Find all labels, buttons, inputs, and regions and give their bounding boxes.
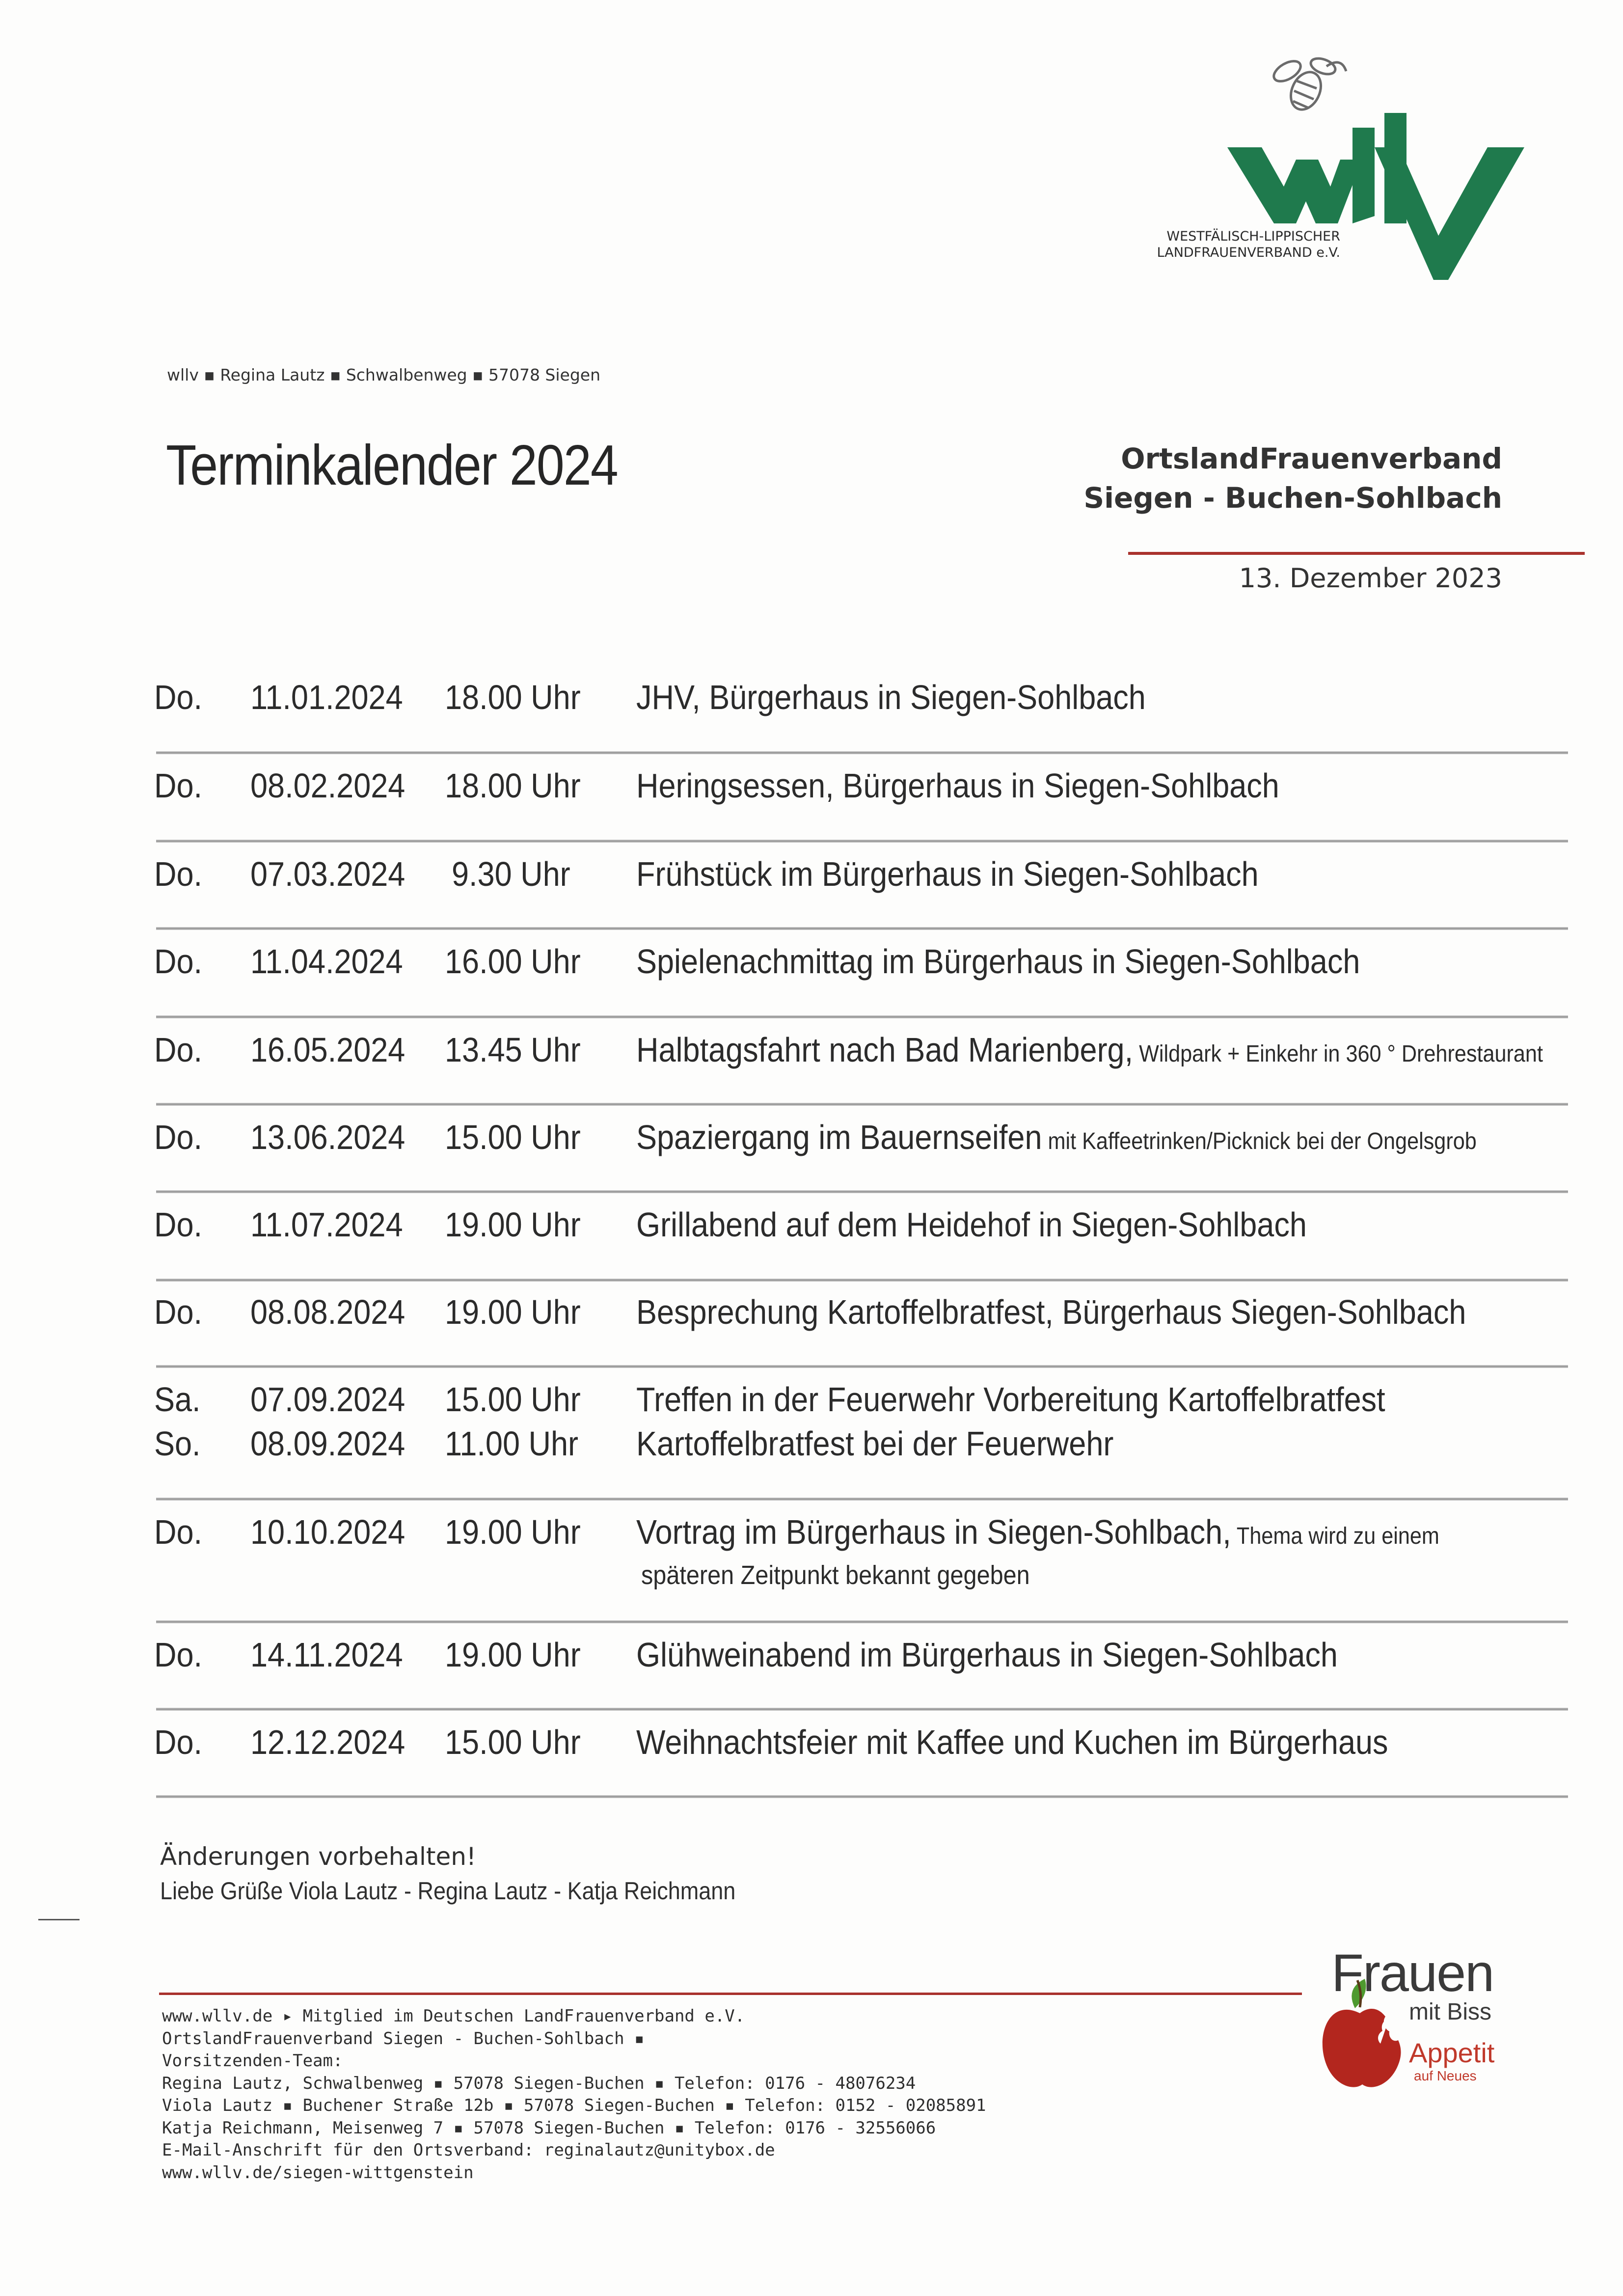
org-name-line1: OrtslandFrauenverband [1121, 442, 1502, 475]
row-divider [156, 1795, 1568, 1798]
event-date: 14.11.2024 [250, 1636, 403, 1674]
event-row [0, 1512, 1623, 1590]
event-date: 11.07.2024 [250, 1205, 403, 1244]
logo-caption [1144, 228, 1340, 261]
event-date: 13.06.2024 [250, 1118, 406, 1156]
event-description [636, 678, 1146, 717]
document-date: 13. Dezember 2023 [1239, 563, 1502, 594]
event-day: Do. [154, 1293, 203, 1331]
event-day: Do. [154, 1118, 203, 1156]
event-date: 07.09.2024 [250, 1380, 406, 1419]
event-title: JHV, Bürgerhaus in Siegen-Sohlbach [636, 678, 1146, 716]
footer-line: E-Mail-Anschrift für den Ortsverband: reginalautz@unitybox.de [162, 2140, 775, 2160]
event-date: 10.10.2024 [250, 1513, 406, 1551]
event-row [0, 854, 1623, 893]
row-divider [156, 840, 1568, 843]
event-day: Do. [154, 855, 203, 893]
event-title: Halbtagsfahrt nach Bad Marienberg, [636, 1031, 1134, 1069]
event-date: 08.02.2024 [250, 766, 406, 805]
event-time: 9.30 Uhr [452, 855, 570, 893]
event-description [636, 1118, 1477, 1161]
event-day: Do. [154, 1723, 203, 1761]
footer-line: Vorsitzenden-Team: [162, 2051, 343, 2071]
row-divider [156, 1190, 1568, 1193]
event-time: 19.00 Uhr [445, 1205, 581, 1244]
event-time: 19.00 Uhr [445, 1293, 581, 1331]
event-row [0, 678, 1623, 716]
event-row [0, 766, 1623, 805]
event-title: Spielenachmittag im Bürgerhaus in Siegen-Sohlbach [636, 942, 1360, 981]
org-name-line2: Siegen - Buchen-Sohlbach [1083, 481, 1502, 515]
row-divider [156, 751, 1568, 754]
row-divider [156, 1015, 1568, 1018]
footer-line: OrtslandFrauenverband Siegen - Buchen-Sohlbach ▪ [162, 2028, 645, 2049]
event-title: Besprechung Kartoffelbratfest, Bürgerhaus Siegen-Sohlbach [636, 1293, 1466, 1331]
footer [162, 2005, 986, 2184]
logo-l1-shape [1352, 128, 1375, 223]
event-date: 08.08.2024 [250, 1293, 406, 1331]
event-time: 16.00 Uhr [445, 942, 581, 981]
event-date: 11.04.2024 [250, 942, 403, 981]
changes-notice: Änderungen vorbehalten! [160, 1842, 476, 1871]
row-divider [156, 1103, 1568, 1106]
event-row [0, 1380, 1623, 1419]
event-description [636, 1424, 1113, 1463]
event-description [636, 942, 1360, 981]
row-divider [156, 1498, 1568, 1501]
event-day: Do. [154, 766, 203, 805]
event-note: mit Kaffeetrinken/Picknick bei der Ongelsgrob [1042, 1128, 1477, 1154]
row-divider [156, 1365, 1568, 1368]
event-date: 11.01.2024 [250, 678, 403, 716]
event-time: 19.00 Uhr [445, 1636, 581, 1674]
event-date: 12.12.2024 [250, 1723, 406, 1761]
event-day: Sa. [154, 1380, 201, 1419]
event-day: So. [154, 1424, 201, 1463]
event-day: Do. [154, 1636, 203, 1674]
badge-appetit: Appetit [1409, 2037, 1495, 2068]
event-date: 16.05.2024 [250, 1031, 406, 1069]
event-time: 13.45 Uhr [445, 1031, 581, 1069]
event-row [0, 1635, 1623, 1674]
event-row [0, 1030, 1623, 1069]
event-title: Treffen in der Feuerwehr Vorbereitung Kartoffelbratfest [636, 1380, 1385, 1419]
row-divider [156, 927, 1568, 930]
row-divider [156, 1620, 1568, 1623]
page-title: Terminkalender 2024 [166, 433, 618, 497]
event-date: 08.09.2024 [250, 1424, 406, 1463]
event-time: 18.00 Uhr [445, 678, 581, 716]
logo-caption-line2: LANDFRAUENVERBAND e.V. [1157, 245, 1340, 260]
event-title: Glühweinabend im Bürgerhaus in Siegen-Sohlbach [636, 1636, 1338, 1674]
event-description [636, 1030, 1543, 1074]
fold-mark [38, 1919, 80, 1920]
footer-line: www.wllv.de ▸ Mitglied im Deutschen LandFrauenverband e.V. [162, 2006, 745, 2026]
greeting-line: Liebe Grüße Viola Lautz - Regina Lautz - Katja Reichmann [160, 1877, 736, 1905]
header-divider [1128, 552, 1585, 555]
event-row [0, 1722, 1623, 1761]
event-date: 07.03.2024 [250, 855, 406, 893]
event-day: Do. [154, 942, 203, 981]
event-note: Wildpark + Einkehr in 360 ° Drehrestaurant [1133, 1041, 1543, 1067]
event-description [636, 1722, 1388, 1762]
event-title: Weihnachtsfeier mit Kaffee und Kuchen im Bürgerhaus [636, 1723, 1388, 1761]
bee-icon [1271, 55, 1346, 114]
event-time: 15.00 Uhr [445, 1118, 581, 1156]
event-description [636, 1512, 1439, 1556]
logo-w-shape [1227, 147, 1362, 223]
badge-mit-biss: mit Biss [1409, 1999, 1491, 2025]
event-title: Heringsessen, Bürgerhaus in Siegen-Sohlbach [636, 766, 1279, 805]
event-time: 15.00 Uhr [445, 1723, 581, 1761]
event-day: Do. [154, 1031, 203, 1069]
event-time: 19.00 Uhr [445, 1513, 581, 1551]
footer-line: Katja Reichmann, Meisenweg 7 ▪ 57078 Siegen-Buchen ▪ Telefon: 0176 - 32556066 [162, 2118, 936, 2138]
footer-line: www.wllv.de/siegen-wittgenstein [162, 2162, 474, 2183]
event-time: 15.00 Uhr [445, 1380, 581, 1419]
event-row [0, 1118, 1623, 1156]
footer-line: Viola Lautz ▪ Buchener Straße 12b ▪ 57078 Siegen-Buchen ▪ Telefon: 0152 - 02085891 [162, 2096, 986, 2115]
event-description [636, 766, 1279, 805]
row-divider [156, 1279, 1568, 1282]
event-row [0, 1424, 1623, 1463]
event-note-continued: späteren Zeitpunkt bekannt gegeben [641, 1560, 1030, 1590]
event-title: Grillabend auf dem Heidehof in Siegen-Sohlbach [636, 1205, 1307, 1244]
event-day: Do. [154, 1513, 203, 1551]
event-description [636, 1380, 1385, 1419]
badge-frauen: Frauen [1331, 1943, 1494, 2002]
event-row [0, 1205, 1623, 1244]
event-day: Do. [154, 678, 203, 716]
badge-auf-neues: auf Neues [1414, 2068, 1477, 2083]
sender-line: wllv ▪ Regina Lautz ▪ Schwalbenweg ▪ 57078 Siegen [167, 365, 601, 384]
event-time: 18.00 Uhr [445, 766, 581, 805]
event-title: Kartoffelbratfest bei der Feuerwehr [636, 1424, 1114, 1463]
event-description [636, 1635, 1338, 1674]
event-title: Spaziergang im Bauernseifen [636, 1118, 1042, 1156]
event-time: 11.00 Uhr [445, 1424, 578, 1463]
event-day: Do. [154, 1205, 203, 1244]
event-row [0, 1292, 1623, 1331]
footer-divider [159, 1993, 1302, 1995]
event-description [636, 854, 1259, 894]
event-title: Vortrag im Bürgerhaus in Siegen-Sohlbach, [636, 1513, 1231, 1551]
event-note: Thema wird zu einem [1231, 1523, 1439, 1549]
footer-line: Regina Lautz, Schwalbenweg ▪ 57078 Siegen-Buchen ▪ Telefon: 0176 - 48076234 [162, 2073, 916, 2093]
row-divider [156, 1708, 1568, 1711]
event-description [636, 1292, 1466, 1332]
event-title: Frühstück im Bürgerhaus in Siegen-Sohlbach [636, 855, 1259, 893]
event-row [0, 942, 1623, 981]
logo-caption-line1: WESTFÄLISCH-LIPPISCHER [1166, 229, 1340, 244]
event-description [636, 1205, 1307, 1244]
